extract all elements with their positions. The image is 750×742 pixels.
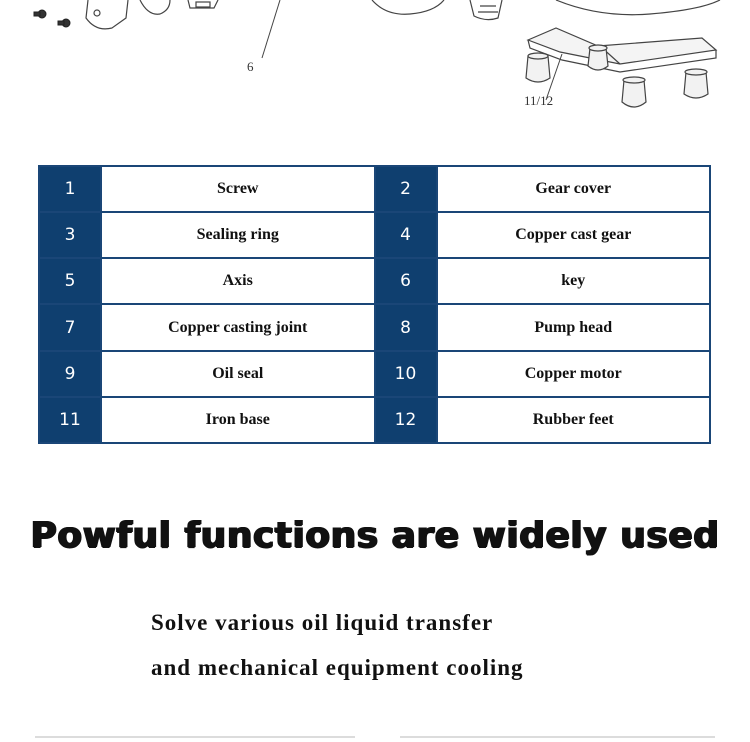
table-row — [39, 304, 710, 350]
pump-head-drawing — [372, 0, 502, 20]
iron-base-drawing — [528, 0, 720, 72]
part-number: 9 — [39, 351, 101, 397]
table-row — [39, 351, 710, 397]
part-number: 5 — [39, 258, 101, 304]
part-number: 8 — [375, 304, 437, 350]
part-number: 1 — [39, 166, 101, 212]
part-number: 2 — [375, 166, 437, 212]
part-name: Copper cast gear — [437, 212, 711, 258]
part-number: 10 — [375, 351, 437, 397]
part-name: Iron base — [101, 397, 375, 443]
part-number: 11 — [39, 397, 101, 443]
part-name: Axis — [101, 258, 375, 304]
exploded-parts-diagram — [0, 0, 750, 130]
part-name: Rubber feet — [437, 397, 711, 443]
key-leader-line — [262, 0, 280, 58]
callout-key: 6 — [247, 59, 254, 74]
bottom-divider-right — [400, 736, 715, 738]
parts-list-table — [38, 165, 711, 444]
headline: Powful functions are widely used — [30, 515, 720, 556]
part-number: 3 — [39, 212, 101, 258]
part-name: Sealing ring — [101, 212, 375, 258]
gear-cover-drawing — [86, 0, 218, 29]
part-name: key — [437, 258, 711, 304]
subline-cooling: and mechanical equipment cooling — [151, 655, 524, 680]
part-name: Oil seal — [101, 351, 375, 397]
callout-iron-base-feet: 11/12 — [524, 93, 554, 108]
bottom-divider-left — [35, 736, 355, 738]
part-number: 12 — [375, 397, 437, 443]
part-name: Gear cover — [437, 166, 711, 212]
table-row — [39, 166, 710, 212]
part-name: Screw — [101, 166, 375, 212]
table-row — [39, 258, 710, 304]
part-name: Copper motor — [437, 351, 711, 397]
part-number: 4 — [375, 212, 437, 258]
part-number: 7 — [39, 304, 101, 350]
subline-transfer: Solve various oil liquid transfer — [151, 610, 494, 635]
part-name: Pump head — [437, 304, 711, 350]
table-row — [39, 212, 710, 258]
table-row — [39, 397, 710, 443]
screw-icons — [34, 10, 70, 27]
part-name: Copper casting joint — [101, 304, 375, 350]
part-number: 6 — [375, 258, 437, 304]
